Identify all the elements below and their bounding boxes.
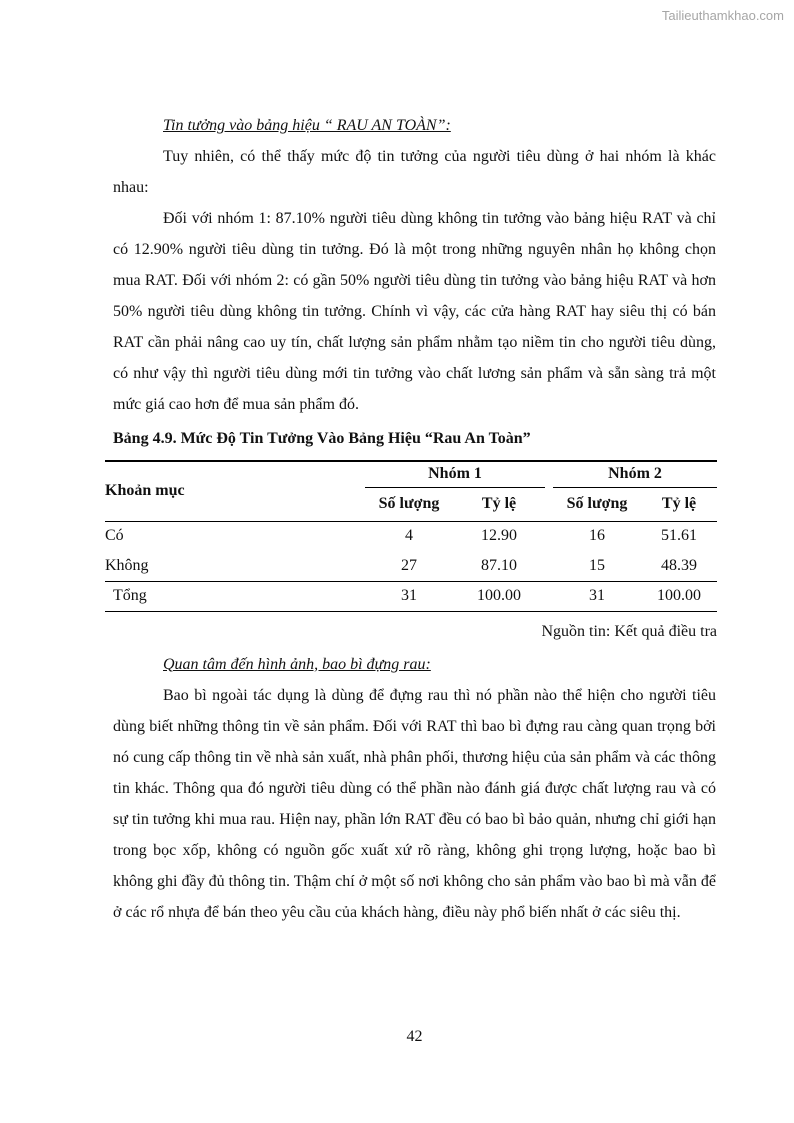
cell-value: 31 <box>553 581 641 611</box>
paragraph: Bao bì ngoài tác dụng là dùng để đựng rau thì nó phần nào thể hiện cho người tiêu dùng biết những thông tin về sản phẩm. Đối với RAT thì bao bì đựng rau càng quan trọng bởi nó cung cấp thông tin về nhà sản xuất, nhà phân phối, thương hiệu của sản phẩm và các thông tin khác. Thông qua đó người tiêu dùng có thể phần nào đánh giá được chất lượng rau và có sự tin tưởng khi mua rau. Hiện nay, phần lớn RAT đều có bao bì bảo quản, nhưng chỉ giới hạn trong bọc xốp, không có nguồn gốc xuất xứ rõ ràng, không ghi trọng lượng, hoặc bao bì không ghi đầy đủ thông tin. Thậm chí ở một số nơi không cho sản phẩm vào bao bì mà vẫn để ở các rổ nhựa để bán theo yêu cầu của khách hàng, điều này phổ biến nhất ở các siêu thị. <box>113 686 716 921</box>
cell-value: 100.00 <box>453 581 545 611</box>
table-spacer <box>545 461 553 487</box>
row-label: Tổng <box>105 581 365 611</box>
table-spacer <box>545 551 553 581</box>
cell-value: 51.61 <box>661 527 697 545</box>
section-heading-bao-bi: Quan tâm đến hình ảnh, bao bì đựng rau: <box>163 655 431 673</box>
cell-value: 16 <box>589 527 605 545</box>
cell-value: 87.10 <box>481 556 517 574</box>
table-header-khoan-muc: Khoản mục <box>105 461 365 521</box>
table-group-header-row <box>105 461 717 487</box>
table-subheader-ty-le-1: Tỷ lệ <box>453 487 545 521</box>
table-subheader-so-luong-2: Số lượng <box>553 487 641 521</box>
cell-value: 100.00 <box>641 581 717 611</box>
table-muc-do-tin-tuong <box>105 460 717 612</box>
table-group-nhom-2: Nhóm 2 <box>553 461 717 487</box>
table-spacer <box>545 521 553 551</box>
table-source-note: Nguồn tin: Kết quả điều tra <box>541 622 717 640</box>
section-heading-tin-tuong: Tin tưởng vào bảng hiệu “ RAU AN TOÀN”: <box>163 117 451 134</box>
table-spacer <box>545 581 553 611</box>
row-label: Có <box>105 527 124 545</box>
row-label: Không <box>105 556 149 574</box>
cell-value: 27 <box>401 556 417 574</box>
watermark: Tailieuthamkhao.com <box>661 8 784 23</box>
cell-value: 4 <box>405 527 413 545</box>
page-content <box>105 0 717 928</box>
table-subheader-ty-le-2: Tỷ lệ <box>641 487 717 521</box>
cell-value: 31 <box>365 581 453 611</box>
paragraph: Tuy nhiên, có thể thấy mức độ tin tưởng của người tiêu dùng ở hai nhóm là khác nhau: <box>113 148 716 196</box>
table-subheader-so-luong-1: Số lượng <box>365 487 453 521</box>
cell-value: 15 <box>589 556 605 574</box>
cell-value: 12.90 <box>481 527 517 545</box>
table-row <box>105 521 717 551</box>
table-group-nhom-1: Nhóm 1 <box>365 461 545 487</box>
page-number: 42 <box>406 1028 423 1045</box>
table-row-total <box>105 581 717 611</box>
cell-value: 48.39 <box>661 556 697 574</box>
paragraph: Đối với nhóm 1: 87.10% người tiêu dùng không tin tưởng vào bảng hiệu RAT và chỉ có 12.90% người tiêu dùng tin tưởng. Đó là một trong những nguyên nhân họ không chọn mua RAT. Đối với nhóm 2: có gần 50% người tiêu dùng tin tưởng vào bảng hiệu RAT và hơn 50% người tiêu dùng không tin tưởng. Chính vì vậy, các cửa hàng RAT hay siêu thị có bán RAT cần phải nâng cao uy tín, chất lượng sản phẩm nhằm tạo niềm tin cho người tiêu dùng, có như vậy thì người tiêu dùng mới tin tưởng vào chất lương sản phẩm và sẵn sàng trả một mức giá cao hơn để mua sản phẩm đó. <box>113 210 716 413</box>
table-row <box>105 551 717 581</box>
table-spacer <box>545 487 553 521</box>
table-title: Bảng 4.9. Mức Độ Tin Tưởng Vào Bảng Hiệu “Rau An Toàn” <box>113 430 531 447</box>
